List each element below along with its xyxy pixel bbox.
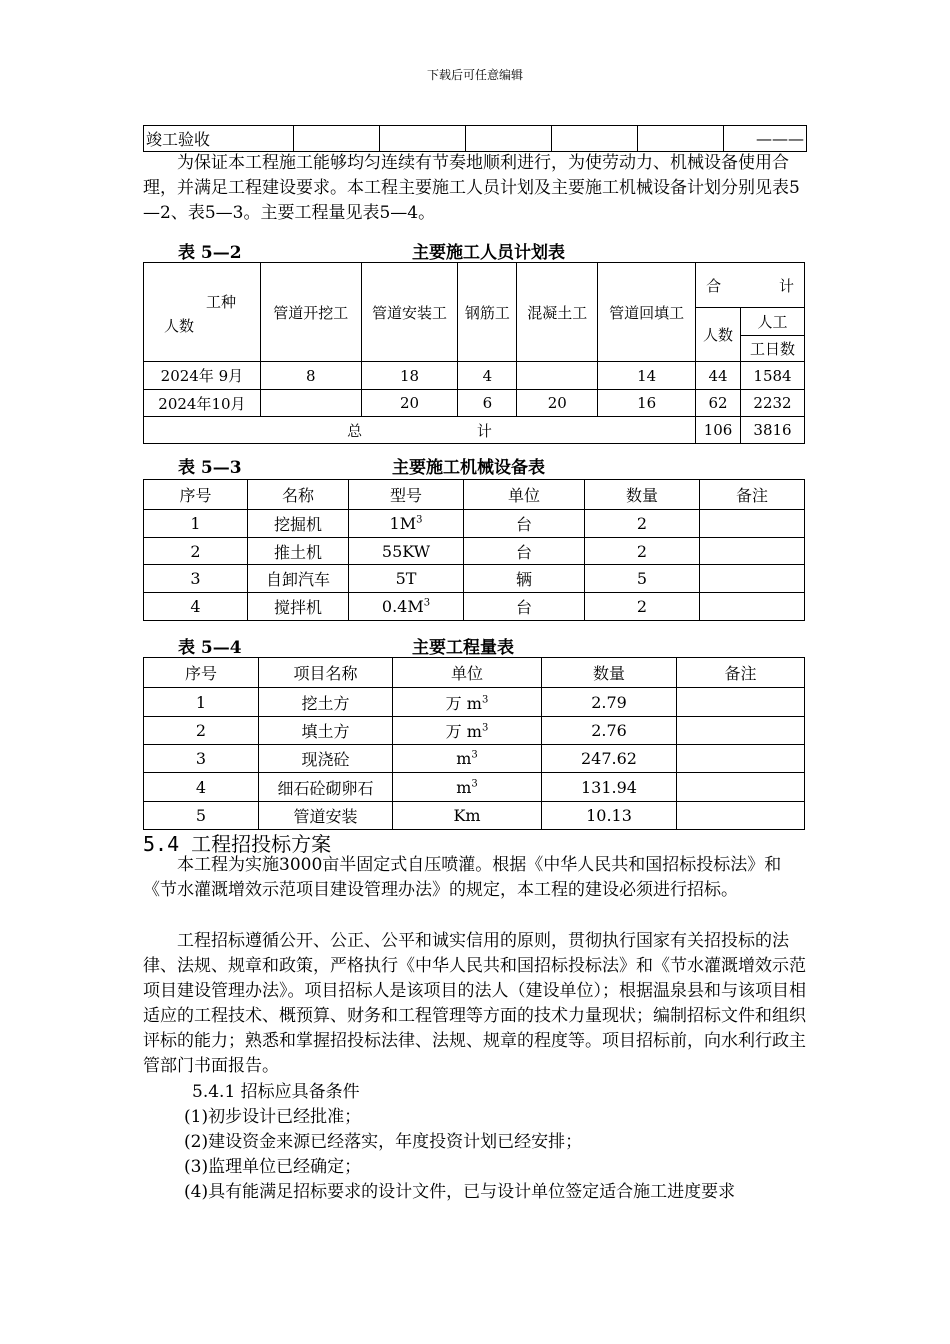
col-header: 管道开挖工 bbox=[260, 263, 361, 362]
row-cell: 20 bbox=[361, 390, 458, 417]
row-note bbox=[677, 773, 805, 802]
row-qty: 2.79 bbox=[542, 688, 677, 717]
unit-base: m bbox=[456, 749, 472, 768]
unit-base: 万 m bbox=[445, 693, 482, 713]
col-header: 型号 bbox=[349, 480, 464, 510]
empty-cell bbox=[466, 126, 552, 152]
model-base: 0.4M bbox=[381, 597, 424, 616]
model-sup: 3 bbox=[423, 597, 431, 609]
col-header: 单位 bbox=[464, 480, 585, 510]
row-name: 挖掘机 bbox=[248, 510, 349, 538]
row-cell bbox=[260, 390, 361, 417]
row-unit bbox=[393, 745, 542, 773]
row-note bbox=[677, 717, 805, 745]
row-qty: 5 bbox=[585, 565, 700, 593]
row-model bbox=[349, 510, 464, 538]
sum-right: 计 bbox=[476, 421, 492, 440]
model-sup: 3 bbox=[416, 514, 423, 526]
row-unit: 台 bbox=[464, 538, 585, 565]
row-name: 搅拌机 bbox=[248, 593, 349, 621]
row-qty: 2 bbox=[585, 510, 700, 538]
row-note bbox=[700, 593, 805, 621]
row-name: 挖土方 bbox=[259, 688, 393, 717]
row-period: 2024年10月 bbox=[144, 390, 261, 417]
table53-title: 主要施工机械设备表 bbox=[392, 458, 545, 478]
total-head-left: 合 bbox=[706, 276, 722, 295]
row-cell: 18 bbox=[361, 362, 458, 390]
row-no: 4 bbox=[144, 773, 259, 802]
row-model bbox=[349, 593, 464, 621]
row-no: 3 bbox=[144, 565, 248, 593]
row-days: 1584 bbox=[741, 362, 805, 390]
row-name: 现浇砼 bbox=[259, 745, 393, 773]
row-note bbox=[700, 510, 805, 538]
col-header: 数量 bbox=[585, 480, 700, 510]
corner-cell bbox=[144, 263, 261, 362]
intro-paragraph: 为保证本工程施工能够均匀连续有节奏地顺利进行，为使劳动力、机械设备使用合理，并满足工程建设要求。本工程主要施工人员计划及主要施工机械设备计划分别见表5—2、表5—3。主要工程量见表5—4。 bbox=[143, 153, 800, 223]
col-header: 钢筋工 bbox=[458, 263, 517, 362]
row-cell: 6 bbox=[458, 390, 517, 417]
row-note bbox=[677, 745, 805, 773]
section-paragraph-1: 本工程为实施3000亩半固定式自压喷灌。根据《中华人民共和国招标投标法》和《节水灌溉增效示范项目建设管理办法》的规定，本工程的建设必须进行招标。 bbox=[143, 855, 782, 900]
sum-label bbox=[144, 417, 696, 444]
row-note bbox=[700, 538, 805, 565]
col-header: 管道回填工 bbox=[598, 263, 696, 362]
dash-cell: ——— bbox=[724, 126, 807, 152]
row-note bbox=[677, 802, 805, 830]
row-qty: 2.76 bbox=[542, 717, 677, 745]
row-no: 4 bbox=[144, 593, 248, 621]
row-unit bbox=[393, 717, 542, 745]
equipment-table bbox=[143, 479, 805, 621]
condition-item: (4)具有能满足招标要求的设计文件，已与设计单位签定适合施工进度要求 bbox=[184, 1182, 736, 1202]
row-period: 2024年 9月 bbox=[144, 362, 261, 390]
row-unit bbox=[393, 688, 542, 717]
row-name: 填土方 bbox=[259, 717, 393, 745]
row-unit: 台 bbox=[464, 510, 585, 538]
col-header: 管道安装工 bbox=[361, 263, 458, 362]
corner-top: 工种 bbox=[206, 293, 237, 311]
row-qty: 2 bbox=[585, 538, 700, 565]
unit-base: m bbox=[456, 777, 472, 797]
model-base: 55KW bbox=[381, 541, 431, 561]
quantities-table bbox=[143, 657, 805, 830]
row-model bbox=[349, 565, 464, 593]
unit-base: Km bbox=[453, 806, 481, 825]
section-heading: 5.4 工程招投标方案 bbox=[143, 832, 332, 856]
table52-title: 主要施工人员计划表 bbox=[412, 243, 565, 263]
total-head-right: 计 bbox=[778, 276, 794, 295]
unit-base: 万 m bbox=[445, 722, 482, 741]
model-base: 5T bbox=[395, 569, 417, 588]
personnel-plan-table bbox=[143, 262, 805, 444]
col-header: 数量 bbox=[542, 658, 677, 688]
row-cell: 14 bbox=[598, 362, 696, 390]
row-unit: 辆 bbox=[464, 565, 585, 593]
condition-item: (2)建设资金来源已经落实，年度投资计划已经安排； bbox=[184, 1132, 583, 1152]
table54-label: 表 5—4 bbox=[178, 638, 242, 658]
row-name: 细石砼砌卵石 bbox=[259, 773, 393, 802]
row-no: 1 bbox=[144, 510, 248, 538]
row-no: 2 bbox=[144, 538, 248, 565]
unit-sup: 3 bbox=[481, 694, 489, 706]
table52-label: 表 5—2 bbox=[178, 243, 242, 263]
row-note bbox=[700, 565, 805, 593]
sum-left: 总 bbox=[347, 421, 363, 440]
col-header: 单位 bbox=[393, 658, 542, 688]
row-qty: 247.62 bbox=[542, 745, 677, 773]
row-name: 推土机 bbox=[248, 538, 349, 565]
condition-item: (3)监理单位已经确定； bbox=[184, 1157, 362, 1177]
row-people: 44 bbox=[696, 362, 741, 390]
row-cell: 16 bbox=[598, 390, 696, 417]
col-header: 序号 bbox=[144, 658, 259, 688]
row-qty: 10.13 bbox=[542, 802, 677, 830]
row-unit: 台 bbox=[464, 593, 585, 621]
row-days: 2232 bbox=[741, 390, 805, 417]
table53-label: 表 5—3 bbox=[178, 458, 242, 478]
people-header: 人数 bbox=[696, 308, 741, 362]
sum-people: 106 bbox=[696, 417, 741, 444]
col-header: 备注 bbox=[677, 658, 805, 688]
row-no: 3 bbox=[144, 745, 259, 773]
empty-cell bbox=[294, 126, 380, 152]
row-people: 62 bbox=[696, 390, 741, 417]
completion-label: 竣工验收 bbox=[144, 126, 294, 152]
col-header: 备注 bbox=[700, 480, 805, 510]
unit-sup: 3 bbox=[481, 722, 489, 734]
table54-title: 主要工程量表 bbox=[412, 638, 514, 658]
row-no: 2 bbox=[144, 717, 259, 745]
row-qty: 2 bbox=[585, 593, 700, 621]
row-model bbox=[349, 538, 464, 565]
corner-bottom: 人数 bbox=[164, 317, 195, 335]
header-note: 下载后可任意编辑 bbox=[426, 68, 523, 82]
row-unit bbox=[393, 802, 542, 830]
row-name: 自卸汽车 bbox=[248, 565, 349, 593]
row-no: 1 bbox=[144, 688, 259, 717]
empty-cell bbox=[552, 126, 638, 152]
unit-sup: 3 bbox=[471, 749, 478, 761]
row-note bbox=[677, 688, 805, 717]
condition-item: (1)初步设计已经批准； bbox=[184, 1107, 362, 1127]
empty-cell bbox=[380, 126, 466, 152]
col-header: 项目名称 bbox=[259, 658, 393, 688]
row-qty: 131.94 bbox=[542, 773, 677, 802]
row-cell: 4 bbox=[458, 362, 517, 390]
model-base: 1M bbox=[389, 514, 417, 533]
unit-sup: 3 bbox=[471, 778, 478, 790]
sub-heading: 5.4.1 招标应具备条件 bbox=[192, 1082, 360, 1102]
col-header: 序号 bbox=[144, 480, 248, 510]
row-no: 5 bbox=[144, 802, 259, 830]
col-header: 混凝土工 bbox=[517, 263, 598, 362]
top-row-table bbox=[143, 125, 807, 152]
sum-days: 3816 bbox=[741, 417, 805, 444]
col-header: 名称 bbox=[248, 480, 349, 510]
row-cell bbox=[517, 362, 598, 390]
section-paragraph-2: 工程招标遵循公开、公正、公平和诚实信用的原则，贯彻执行国家有关招投标的法律、法规、规章和政策，严格执行《中华人民共和国招标投标法》和《节水灌溉增效示范项目建设管理办法》。项目招标人是该项目的法人（建设单位）；根据温泉县和与该项目相适应的工程技术、概预算、财务和工程管理等方面的技术力量现状；编制招标文件和组织评标的能力；熟悉和掌握招投标法律、法规、规章的程度等。项目招标前，向水利行政主管部门书面报告。 bbox=[143, 931, 806, 1076]
row-cell: 8 bbox=[260, 362, 361, 390]
empty-cell bbox=[638, 126, 724, 152]
row-name: 管道安装 bbox=[259, 802, 393, 830]
labor-header: 人工 bbox=[741, 308, 805, 336]
total-header bbox=[696, 263, 805, 308]
row-unit bbox=[393, 773, 542, 802]
workday-header: 工日数 bbox=[741, 336, 805, 362]
row-cell: 20 bbox=[517, 390, 598, 417]
